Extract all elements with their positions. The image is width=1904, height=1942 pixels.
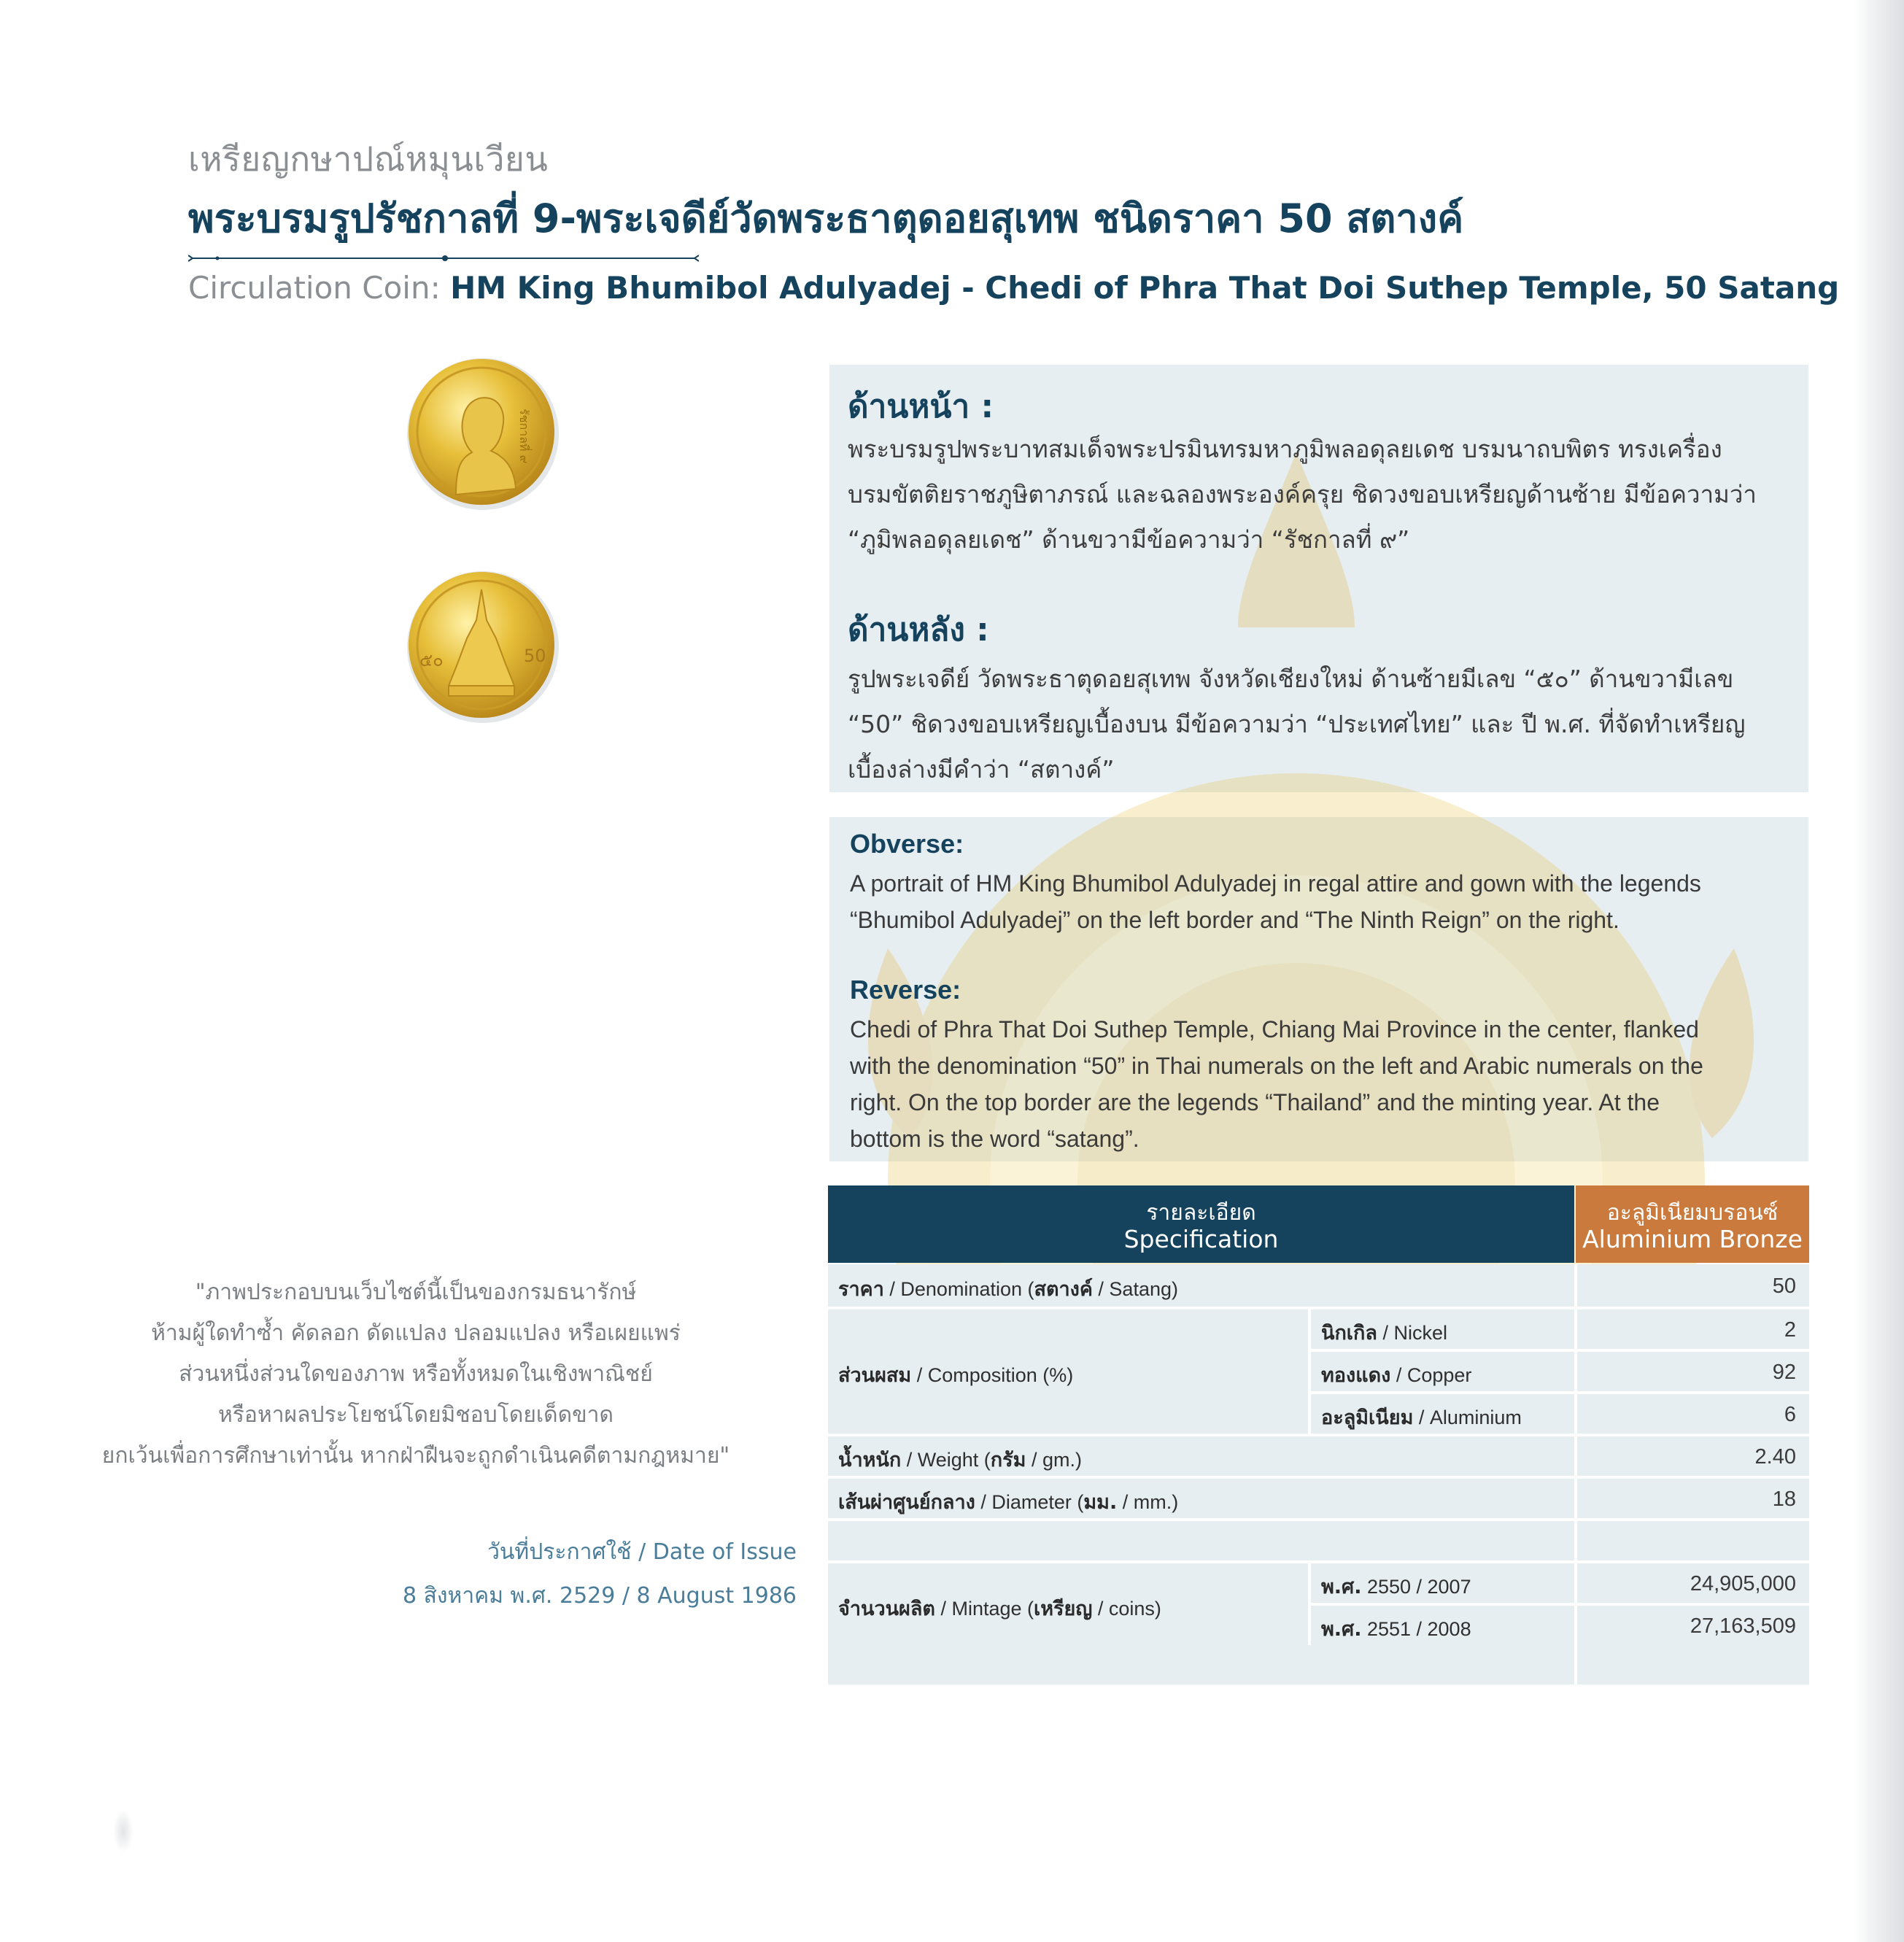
copyright-notice xyxy=(88,1272,744,1477)
spec-composition-aluminium xyxy=(1321,1401,1522,1433)
unit-th: มม. xyxy=(1083,1491,1118,1514)
col-divider xyxy=(1308,1307,1311,1434)
spec-header-en: Specification xyxy=(1123,1225,1279,1253)
spec-denomination-label xyxy=(838,1273,1178,1304)
label-th: นิกเกิล xyxy=(1321,1322,1377,1345)
row-divider xyxy=(1309,1603,1809,1606)
label-en: / Diameter ( xyxy=(975,1491,1084,1513)
spec-weight-value: 2.40 xyxy=(1754,1445,1796,1469)
spec-mintage-2007-value: 24,905,000 xyxy=(1690,1572,1796,1595)
obverse-th-line: พระบรมรูปพระบาทสมเด็จพระปรมินทรมหาภูมิพลอดุลยเดช บรมนาถบพิตร ทรงเครื่อง xyxy=(848,435,1722,463)
spec-diameter-label xyxy=(838,1486,1178,1517)
notice-line: ห้ามผู้ใดทำซ้ำ คัดลอก ดัดแปลง ปลอมแปลง หรือเผยแพร่ xyxy=(151,1320,681,1346)
label-th: พ.ศ. xyxy=(1321,1618,1362,1641)
unit-en: / Satang) xyxy=(1092,1278,1178,1300)
obverse-heading-en: Obverse: xyxy=(850,829,964,859)
unit-th: กรัม xyxy=(990,1449,1026,1471)
spec-mintage-year-2007 xyxy=(1321,1571,1471,1602)
row-divider xyxy=(1309,1391,1809,1394)
spec-copper-value: 92 xyxy=(1772,1361,1796,1384)
obverse-th-line: “ภูมิพลอดุลยเดช” ด้านขวามีข้อความว่า “รัชกาลที่ ๙” xyxy=(848,525,1410,554)
spec-header-material xyxy=(1576,1185,1809,1263)
spec-header-th: รายละเอียด xyxy=(1146,1200,1256,1226)
label-en: / Composition (%) xyxy=(911,1364,1074,1386)
page-title-en xyxy=(188,270,1839,306)
reverse-th-line: “50” ชิดวงขอบเหรียญเบื้องบน มีข้อความว่า “ประเทศไทย” และ ปี พ.ศ. ที่จัดทำเหรียญ xyxy=(848,710,1746,738)
page-edge-mark xyxy=(113,1809,133,1853)
label-en: / Denomination ( xyxy=(883,1278,1034,1300)
label-en: 2551 / 2008 xyxy=(1361,1618,1471,1640)
spec-composition-copper xyxy=(1321,1359,1471,1390)
label-th: ราคา xyxy=(838,1278,884,1301)
row-divider xyxy=(828,1476,1809,1479)
label-en: 2550 / 2007 xyxy=(1361,1576,1471,1598)
unit-en: / coins) xyxy=(1092,1598,1161,1620)
col-divider xyxy=(1574,1264,1577,1684)
spec-nickel-value: 2 xyxy=(1784,1318,1796,1342)
reverse-text-en xyxy=(850,1011,1791,1157)
date-of-issue-value: 8 สิงหาคม พ.ศ. 2529 / 8 August 1986 xyxy=(402,1583,797,1609)
label-th: น้ำหนัก xyxy=(838,1449,902,1471)
reverse-text-th xyxy=(848,657,1789,792)
label-th: จำนวนผลิต xyxy=(838,1598,935,1620)
date-of-issue-label xyxy=(487,1535,797,1569)
obverse-en-line: A portrait of HM King Bhumibol Adulyadej in regal attire and gown with the legends xyxy=(850,870,1701,897)
label-th: อะลูมิเนียม xyxy=(1321,1407,1414,1429)
spec-composition-nickel xyxy=(1321,1317,1447,1348)
spec-material-th: อะลูมิเนียมบรอนซ์ xyxy=(1606,1200,1779,1226)
col-divider xyxy=(1308,1560,1311,1645)
spec-aluminium-value: 6 xyxy=(1784,1403,1796,1426)
label-en: / Aluminium xyxy=(1413,1407,1522,1428)
spec-material-en: Aluminium Bronze xyxy=(1582,1225,1803,1253)
unit-en: / gm.) xyxy=(1026,1449,1082,1471)
spec-mintage-year-2008 xyxy=(1321,1613,1471,1644)
coin-reverse-left-numeral: ๕๐ xyxy=(419,650,444,670)
spec-mintage-label xyxy=(838,1593,1161,1624)
title-en-prefix: Circulation Coin: xyxy=(188,270,451,306)
label-en: / Copper xyxy=(1390,1364,1472,1386)
spec-mintage-2008-value: 27,163,509 xyxy=(1690,1614,1796,1638)
reverse-en-line: with the denomination “50” in Thai numerals on the left and Arabic numerals on the xyxy=(850,1053,1703,1079)
row-divider xyxy=(828,1560,1809,1563)
spec-weight-label xyxy=(838,1444,1082,1475)
label-en: / Weight ( xyxy=(901,1449,991,1471)
label-th: พ.ศ. xyxy=(1321,1576,1362,1598)
unit-th: สตางค์ xyxy=(1034,1278,1093,1301)
row-divider xyxy=(828,1434,1809,1436)
unit-th: เหรียญ xyxy=(1034,1598,1093,1620)
coin-obverse-image xyxy=(405,356,562,513)
coin-obverse-legend-right: รัชกาลที่ ๙ xyxy=(517,409,531,464)
unit-en: / mm.) xyxy=(1117,1491,1179,1513)
spec-composition-label xyxy=(838,1359,1073,1390)
obverse-en-line: “Bhumibol Adulyadej” on the left border and “The Ninth Reign” on the right. xyxy=(850,907,1619,933)
label-en: / Nickel xyxy=(1377,1322,1447,1344)
label-th: ทองแดง xyxy=(1321,1364,1391,1387)
reverse-en-line: right. On the top border are the legends “Thailand” and the minting year. At the xyxy=(850,1089,1660,1115)
notice-line: ส่วนหนึ่งส่วนใดของภาพ หรือทั้งหมดในเชิงพาณิชย์ xyxy=(179,1361,653,1387)
title-en-main: HM King Bhumibol Adulyadej - Chedi of Phra That Doi Suthep Temple, 50 Satang xyxy=(450,270,1840,306)
label-en: / Mintage ( xyxy=(934,1598,1034,1620)
row-divider xyxy=(828,1307,1809,1310)
spec-denomination-value: 50 xyxy=(1772,1274,1796,1298)
section-kicker: เหรียญกษาปณ์หมุนเวียน xyxy=(188,139,549,179)
obverse-heading-th: ด้านหน้า : xyxy=(848,388,994,425)
notice-line: หรือหาผลประโยชน์โดยมิชอบโดยเด็ดขาด xyxy=(218,1402,614,1428)
notice-line: ยกเว้นเพื่อการศึกษาเท่านั้น หากฝ่าฝืนจะถูกดำเนินคดีตามกฎหมาย" xyxy=(101,1443,730,1469)
page-edge-shadow xyxy=(1853,0,1904,1942)
issue-label-th: วันที่ประกาศใช้ xyxy=(487,1539,632,1565)
reverse-en-line: Chedi of Phra That Doi Suthep Temple, Chiang Mai Province in the center, flanked xyxy=(850,1016,1699,1042)
issue-label-en: / Date of Issue xyxy=(631,1539,797,1565)
reverse-en-line: bottom is the word “satang”. xyxy=(850,1126,1139,1152)
reverse-heading-en: Reverse: xyxy=(850,975,961,1005)
coin-reverse-right-numeral: 50 xyxy=(524,646,546,666)
obverse-text-en xyxy=(850,865,1791,938)
label-th: ส่วนผสม xyxy=(838,1364,912,1387)
obverse-th-line: บรมขัตติยราชภูษิตาภรณ์ และฉลองพระองค์ครุย ชิดวงขอบเหรียญด้านซ้าย มีข้อความว่า xyxy=(848,480,1757,508)
label-th: เส้นผ่าศูนย์กลาง xyxy=(838,1491,975,1514)
title-divider xyxy=(188,254,699,263)
reverse-th-line: เบื้องล่างมีคำว่า “สตางค์” xyxy=(848,755,1115,784)
row-divider xyxy=(828,1518,1809,1521)
reverse-heading-th: ด้านหลัง : xyxy=(848,611,989,649)
obverse-text-th xyxy=(848,427,1789,562)
spec-diameter-value: 18 xyxy=(1772,1488,1796,1511)
spec-header-specification xyxy=(828,1185,1574,1263)
page-title-th: พระบรมรูปรัชกาลที่ 9-พระเจดีย์วัดพระธาตุดอยสุเทพ ชนิดราคา 50 สตางค์ xyxy=(188,196,1464,241)
notice-line: "ภาพประกอบบนเว็บไซต์นี้เป็นของกรมธนารักษ์ xyxy=(195,1280,637,1305)
reverse-th-line: รูปพระเจดีย์ วัดพระธาตุดอยสุเทพ จังหวัดเชียงใหม่ ด้านซ้ายมีเลข “๕๐” ด้านขวามีเลข xyxy=(848,665,1734,693)
row-divider xyxy=(1309,1349,1809,1352)
